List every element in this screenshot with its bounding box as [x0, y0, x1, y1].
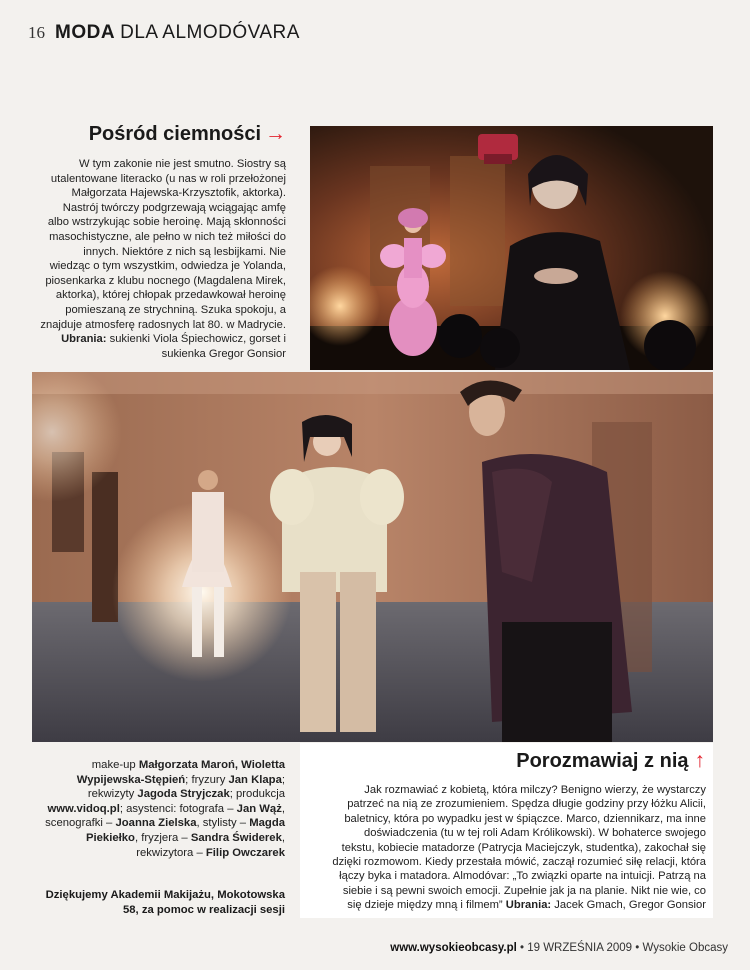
article1-title: [88, 122, 286, 146]
credit-name: www.vidoq.pl: [47, 802, 120, 815]
credit-role: ; rekwizyty: [87, 773, 285, 801]
credit-role: ; asystenci: fotografa –: [119, 802, 237, 815]
page-number: 16: [28, 23, 45, 42]
credit-role: , scenografki –: [45, 802, 285, 830]
article2-clothes: Jacek Gmach, Gregor Gonsior: [554, 899, 706, 912]
article1-text: W tym zakonie nie jest smutno. Siostry są utalentowane literacko (u nas w roli przełożonej Małgorzata Hajewska-Krzysztofik, aktorka). Nastrój twórczy podgrzewają wciągając amfę albo wstrzykując sobie heroinę. Mają skłonności masochistyczne, ale pełno w nich też miłości do innych. Niektóre z nich są lesbijkami. Nie wiedząc o tym wszystkim, odwiedza je Yolanda, piosenkarka z klubu nocnego (Magdalena Mirek, aktorka), której chłopak przedawkował heroinę pomieszaną ze strychniną. Szuka spokoju, a znajduje atmosferę radosnych lat 80. w Madrycie.: [40, 158, 286, 331]
credit-role: make-up: [91, 759, 139, 771]
footer-magazine: Wysokie Obcasy: [642, 942, 728, 954]
credit-role: ; fryzury: [185, 773, 229, 786]
article1-clothes: sukienki Viola Śpiechowicz, gorset i sukienka Gregor Gonsior: [109, 333, 286, 360]
article1-body: [40, 157, 286, 361]
credit-name: Sandra Świderek: [190, 831, 282, 844]
credit-name: Jan Klapa: [228, 773, 282, 786]
photo-dark-interior-image: [310, 126, 713, 370]
article1-clothes-label: Ubrania:: [61, 333, 107, 346]
page-footer: [300, 942, 728, 954]
article2-body: [332, 783, 706, 913]
section-title: [55, 22, 300, 44]
credit-role: , fryzjera –: [134, 831, 191, 844]
credit-name: Joanna Zielska: [115, 817, 197, 830]
credit-name: Filip Owczarek: [205, 846, 285, 859]
section-subtitle: DLA ALMODÓVARA: [120, 22, 300, 43]
photo-street-scene: [32, 372, 713, 742]
article2-title: [300, 749, 713, 773]
article2-title-text: Porozmawiaj z nią: [516, 749, 689, 772]
credits-text: [45, 759, 285, 859]
credit-role: , stylisty –: [196, 817, 250, 830]
page-header: [28, 22, 300, 50]
article2-clothes-label: Ubrania:: [505, 899, 552, 912]
credit-name: Magda Piekiełko: [85, 817, 285, 844]
article2-text: Jak rozmawiać z kobietą, która milczy? Benigno wierzy, że wystarczy patrzeć na nią ze zrozumieniem. Spędza długie godziny przy łóżku Alicii, baletnicy, która po wypadku jest w śpiączce. Marco, dziennikarz, ma inne doświadczenia (tu w tej roli Adam Królikowski). W bohaterce swojego tekstu, kobiecie matadorze (Patrycja Maciejczyk, studentka), zakochał się dzięki rozmowom. Kiedy przestała mówić, zaczął rozumieć siłę relacji, która łączy byka i matadora. Almodóvar: „To związki oparte na intuicji. Patrzą na siebie i są pewni swoich emocji. Zupełnie jak ja na planie. Nikt nie wie, co się dzieje między mną i filmem”: [332, 784, 706, 912]
credit-name: Jagoda Stryjczak: [137, 788, 230, 801]
article1-title-text: Pośród ciemności: [88, 122, 261, 145]
credit-name: Małgorzata Maroń, Wioletta Wypijewska-Stępień: [76, 759, 285, 786]
footer-date: • 19 WRZEŚNIA 2009 •: [516, 942, 643, 954]
photo-credits: [35, 758, 285, 860]
credit-name: Jan Wąż: [236, 802, 282, 815]
credit-role: , rekwizytora –: [136, 831, 285, 859]
arrow-right-icon: →: [265, 122, 286, 145]
photo-street-scene-image: [32, 372, 713, 742]
photo-dark-interior: [310, 126, 713, 370]
footer-site: www.wysokieobcasy.pl: [390, 942, 517, 954]
arrow-up-icon: ↑: [694, 749, 705, 772]
thanks-note: Dziękujemy Akademii Makijażu, Mokotowska 58, za pomoc w realizacji sesji: [45, 889, 285, 916]
credit-role: ; produkcja: [229, 788, 285, 801]
section-name: MODA: [55, 22, 115, 43]
